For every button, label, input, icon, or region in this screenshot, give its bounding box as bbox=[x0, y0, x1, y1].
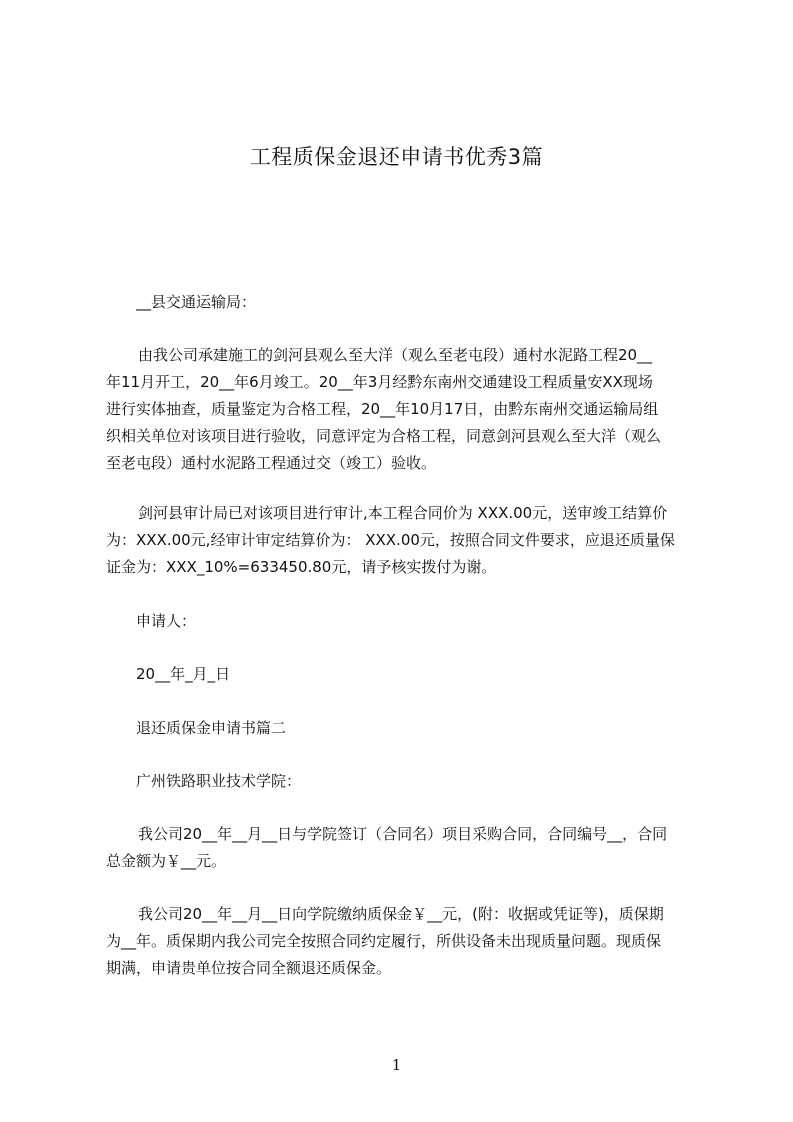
text-line: 期满，申请贵单位按合同全额退还质保金。 bbox=[106, 959, 392, 977]
text-line: 为__年。质保期内我公司完全按照合同约定履行，所供设备未出现质量问题。现质保 bbox=[106, 932, 662, 950]
text-line: 剑河县审计局已对该项目进行审计,本工程合同价为 XXX.00元，送审竣工结算价 bbox=[138, 504, 668, 522]
letter2-paragraph-2 bbox=[106, 901, 700, 982]
text-line: 为：XXX.00元,经审计审定结算价为： XXX.00元，按照合同文件要求，应退还质量保 bbox=[106, 531, 675, 549]
letter2-paragraph-1 bbox=[106, 821, 700, 875]
page-number: 1 bbox=[391, 1056, 402, 1074]
text-line: 至老屯段）通村水泥路工程通过交（竣工）验收。 bbox=[106, 454, 437, 472]
letter1-addressee: __县交通运输局： bbox=[136, 293, 257, 311]
text-line: 我公司20__年__月__日与学院签订（合同名）项目采购合同，合同编号__，合同 bbox=[138, 825, 668, 843]
text-line: 织相关单位对该项目进行验收，同意评定为合格工程，同意剑河县观么至大洋（观么 bbox=[106, 427, 662, 445]
date-line: 20__年_月_日 bbox=[136, 665, 231, 683]
text-line: 进行实体抽查，质量鉴定为合格工程，20__年10月17日，由黔东南州交通运输局组 bbox=[106, 400, 659, 418]
letter2-addressee: 广州铁路职业技术学院： bbox=[136, 772, 302, 790]
text-line: 总金额为￥__元。 bbox=[106, 852, 227, 870]
letter1-paragraph-2 bbox=[106, 500, 700, 581]
applicant-label: 申请人： bbox=[136, 612, 197, 630]
text-line: 由我公司承建施工的剑河县观么至大洋（观么至老屯段）通村水泥路工程20__ bbox=[138, 346, 653, 364]
text-line: 我公司20__年__月__日向学院缴纳质保金￥__元，(附：收据或凭证等)，质保期 bbox=[138, 905, 664, 923]
text-line: 证金为：XXX_10%=633450.80元，请予核实拨付为谢。 bbox=[106, 558, 497, 576]
letter2-heading: 退还质保金申请书篇二 bbox=[136, 719, 287, 737]
text-line: 年11月开工，20__年6月竣工。20__年3月经黔东南州交通建设工程质量安XX现场 bbox=[106, 373, 653, 391]
page-title: 工程质保金退还申请书优秀3篇 bbox=[249, 145, 544, 169]
letter1-paragraph-1 bbox=[106, 342, 700, 477]
